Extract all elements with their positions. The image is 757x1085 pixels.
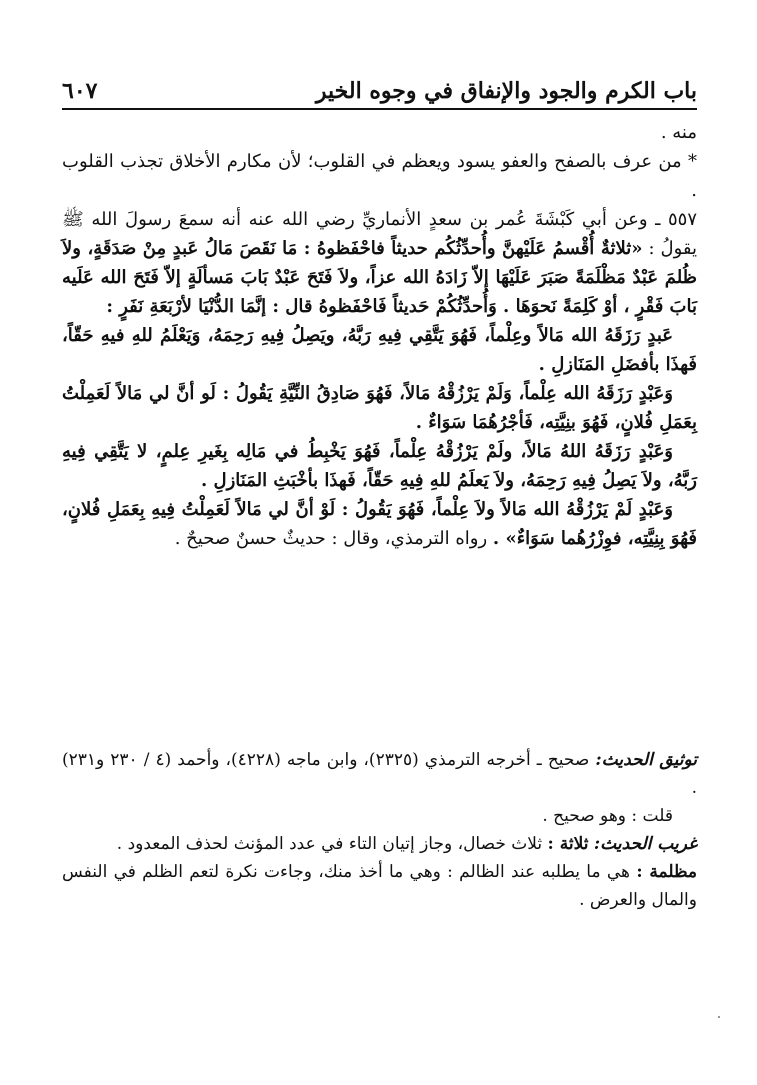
gharib-text: ثلاث خصال، وجاز إتيان التاء في عدد المؤنث لحذف المعدود . <box>116 834 543 854</box>
hadith-category-1: عَبدٍ رَزَقَهُ الله مَالاً وعِلْماً، فَهُوَ يَتَّقِي فِيهِ رَبَّهُ، ويَصِلُ فِيهِ رَحِمَهُ، وَيَعْلَمُ للهِ فيهِ حَقّاً، فَهذَا بأفضَلِ المَنَازلِ . <box>62 325 697 375</box>
benefit-paragraph: * من عرف بالصفح والعفو يسود ويعظم في القلوب؛ لأن مكارم الأخلاق تجذب القلوب . <box>62 151 697 201</box>
tawthiq-note <box>62 746 697 802</box>
carry-over-line: منه . <box>660 122 697 143</box>
page-content <box>62 118 697 553</box>
hadith-category-4 <box>62 495 697 553</box>
hadith-category-2: وَعَبْدٍ رَزَقَهُ الله عِلْماً، وَلَمْ يَرْزُقْهُ مَالاً، فَهُوَ صَادِقُ النِّيَّةِ يَقُولُ : لَو أنَّ لي مَالاً لَعَمِلْتُ بِعَمَلِ فُلانٍ، فَهُوَ بنِيَّتِه، فَأجْرُهُمَا سَوَاءٌ . <box>62 383 697 433</box>
hadith-text: «ثلاثةٌ أُقْسمُ عَلَيْهنَّ وأُحدِّثُكُم حديثاً فاحْفَظوهُ : مَا نَقَصَ مَالُ عَبدٍ مِنْ صَدَقَةٍ، ولاَ ظُلمَ عَبْدٌ مَظْلَمَةً صَبَرَ عَلَيْهَا إلاّ زَادَهُ الله عزاً، ولاَ فَتَحَ عَبْدٌ بَابَ مَسألَةٍ إلاّ فَتَحَ الله عَلَيه بَابَ فَقْرٍ ، أوْ كَلِمَةً نَحوَهَا . وَأُحدِّثُكُمْ حَديثاً فَاحْفَظوهُ قال : إنَّمَا الدُّنْيَا لأرْبَعَةِ نَفَرٍ : <box>62 238 697 317</box>
tawthiq-label: توثيق الحديث: <box>595 750 697 770</box>
qultu-note: قلت : وهو صحيح . <box>542 806 673 826</box>
footnotes <box>62 746 697 914</box>
mazlama-label: مظلمة : <box>636 862 698 882</box>
page-header <box>62 64 697 110</box>
gharib-label: غريب الحديث: <box>593 834 697 854</box>
hadith-paragraph <box>62 205 697 321</box>
chapter-title: باب الكرم والجود والإنفاق في وجوه الخير <box>315 78 697 104</box>
gharib-word: ثلاثة : <box>547 834 589 854</box>
scan-speck <box>718 1016 720 1018</box>
hadith-intro: ٥٥٧ ـ وعن أبي كَبْشَةَ عُمر بن سعدٍ الأنماريِّ رضي الله عنه أنه سمعَ رسولَ الله ﷺ يقولُ : <box>62 209 697 259</box>
hadith-category-3: وَعَبْدٍ رَزَقَهُ اللهُ مَالاً، ولَمْ يَرْزُقْهُ عِلْماً، فَهُوَ يَخْبِطُ في مَالِه بِغَيرِ عِلمٍ، لا يَتَّقِي فِيهِ رَبَّهُ، ولاَ يَصِلُ فِيهِ رَحِمَهُ، ولاَ يَعلَمُ للهِ فِيهِ حَقّاً، فَهذَا بأخْبَثِ المَنَازلِ . <box>62 441 697 491</box>
mazlama-text: هي ما يطلبه عند الظالم : وهي ما أخذ منك، وجاءت نكرة لتعم الظلم في النفس والمال والعرض . <box>62 862 697 910</box>
hadith-source: رواه الترمذي، وقال : حديثٌ حسنٌ صحيحٌ . <box>174 528 488 549</box>
tawthiq-text: صحيح ـ أخرجه الترمذي (٢٣٢٥)، وابن ماجه (٤٢٢٨)، وأحمد (٤ / ٢٣٠ و٢٣١) . <box>62 750 697 798</box>
gharib-note <box>62 830 697 858</box>
mazlama-note <box>62 858 697 914</box>
page-number: ٦٠٧ <box>62 78 98 104</box>
hadith-category-4-text: وَعَبْدٍ لَمْ يَرْزُقْهُ الله مَالاً ولاَ عِلْماً، فَهُوَ يَقُولُ : لَوْ أنَّ لي مَالاً لَعَمِلْتُ فِيهِ بِعَمَلِ فُلانٍ، فَهُوَ بِنِيَّتِه، فوِزْرُهُما سَوَاءٌ» . <box>62 499 697 549</box>
